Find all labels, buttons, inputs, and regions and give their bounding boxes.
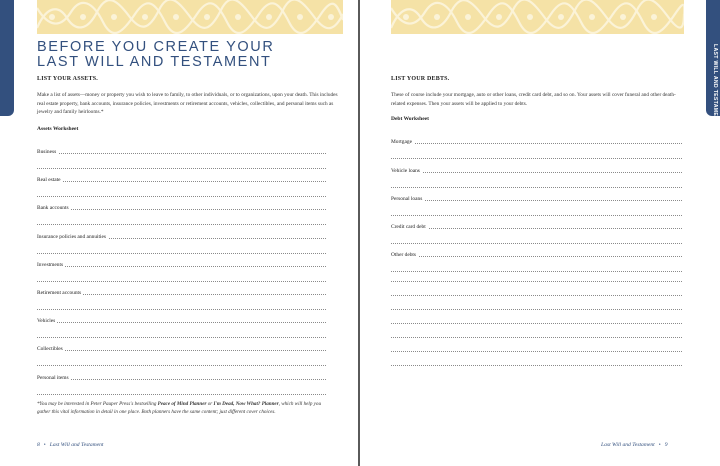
fill-line <box>37 181 326 182</box>
assets-heading: LIST YOUR ASSETS. <box>37 76 98 82</box>
debts-row-other-debts[interactable] <box>391 247 682 259</box>
fill-line <box>391 228 682 229</box>
fill-line <box>37 350 326 351</box>
debt-worksheet-title: Debt Worksheet <box>391 116 429 122</box>
debts-row-mortgage[interactable] <box>391 134 682 146</box>
right-folio <box>601 442 667 448</box>
debts-row-personal-loans[interactable] <box>391 191 682 203</box>
row-label: Insurance policies and annuities <box>37 234 107 240</box>
row-label: Credit card debt <box>391 224 426 230</box>
footnote-text: *You may be interested in Peter Pauper Press's bestselling <box>37 401 158 407</box>
damask-banner-right <box>391 0 684 34</box>
blank-line[interactable] <box>391 365 682 366</box>
title-line-2: LAST WILL AND TESTAMENT <box>37 54 272 70</box>
assets-row-investments[interactable] <box>37 257 326 269</box>
fill-line <box>37 394 326 395</box>
fill-line <box>37 224 326 225</box>
assets-row-bank-accounts[interactable] <box>37 200 326 212</box>
row-label: Business <box>37 149 57 155</box>
assets-worksheet-title: Assets Worksheet <box>37 126 79 132</box>
right-page <box>360 0 706 466</box>
footnote-text: , which will help you gather this vital information in detail in one place. Both planners have the same content; just different cover choices. <box>37 401 321 416</box>
footnote-text: or <box>206 401 214 407</box>
row-label: Vehicles <box>37 318 56 324</box>
damask-pattern <box>37 0 343 34</box>
fill-line <box>37 196 326 197</box>
fill-line <box>37 281 326 282</box>
fill-line <box>391 187 682 188</box>
left-page <box>14 0 358 466</box>
fill-line <box>37 209 326 210</box>
fill-line <box>37 322 326 323</box>
row-label: Mortgage <box>391 139 412 145</box>
fill-line <box>391 271 682 272</box>
debts-row-credit-card[interactable] <box>391 219 682 231</box>
title-line-1: BEFORE YOU CREATE YOUR <box>37 39 275 55</box>
fill-line <box>391 243 682 244</box>
fill-line <box>37 153 326 154</box>
fill-line <box>37 168 326 169</box>
fill-line <box>37 266 326 267</box>
blank-line[interactable] <box>391 281 682 282</box>
fill-line <box>391 200 682 201</box>
row-label: Personal items <box>37 375 69 381</box>
assets-paragraph: Make a list of assets—money or property you wish to leave to family, to other individuals, or to organizations, upon your death. This includes real estate property, bank accounts, insurance policies, investments or retirement accounts, vehicles, collectibles, and personal items such as jewelry and family heirlooms.* <box>37 92 338 116</box>
row-label: Retirement accounts <box>37 290 82 296</box>
assets-row-retirement[interactable] <box>37 285 326 297</box>
fill-line <box>37 337 326 338</box>
footnote <box>37 400 331 417</box>
running-title: Last Will and Testament <box>601 442 655 448</box>
row-label: Collectibles <box>37 346 63 352</box>
side-tab-label: LAST WILL AND TESTAMENT <box>712 44 718 124</box>
fill-line <box>37 309 326 310</box>
fill-line <box>391 256 682 257</box>
page-number: 9 <box>664 442 668 448</box>
damask-banner-left <box>37 0 343 34</box>
assets-row-insurance[interactable] <box>37 229 326 241</box>
page-number: 8 <box>37 442 40 448</box>
right-edge-tab <box>706 0 720 124</box>
fill-line <box>391 143 682 144</box>
debts-row-vehicle-loans[interactable] <box>391 163 682 175</box>
assets-row-personal-items[interactable] <box>37 370 326 382</box>
fill-line <box>37 365 326 366</box>
row-label: Personal loans <box>391 196 423 202</box>
left-edge-tab <box>0 0 14 116</box>
fill-line <box>391 158 682 159</box>
row-label: Vehicle loans <box>391 168 420 174</box>
row-label: Real estate <box>37 177 61 183</box>
fill-line <box>391 215 682 216</box>
row-label: Other debts <box>391 252 417 258</box>
fill-line <box>37 253 326 254</box>
assets-row-real-estate[interactable] <box>37 172 326 184</box>
running-title: Last Will and Testament <box>49 442 104 448</box>
assets-row-vehicles[interactable] <box>37 313 326 325</box>
row-label: Bank accounts <box>37 205 69 211</box>
blank-line[interactable] <box>391 337 682 338</box>
fill-line <box>391 172 682 173</box>
blank-line[interactable] <box>391 295 682 296</box>
footnote-book-title: I'm Dead, Now What? Planner <box>213 401 279 407</box>
debts-paragraph: These of course include your mortgage, auto or other loans, credit card debt, and so on. Your assets will cover funeral and other death-related expenses. Then your assets will be applied to your debts. <box>391 92 676 107</box>
debts-heading: LIST YOUR DEBTS. <box>391 76 450 82</box>
fill-line <box>37 379 326 380</box>
page-title <box>37 40 274 70</box>
left-folio <box>37 442 103 448</box>
footnote-book-title: Peace of Mind Planner <box>157 401 207 407</box>
bullet-separator: • <box>43 442 46 448</box>
assets-row-collectibles[interactable] <box>37 341 326 353</box>
assets-row-business[interactable] <box>37 144 326 156</box>
row-label: Investments <box>37 262 64 268</box>
blank-line[interactable] <box>391 351 682 352</box>
bullet-separator: • <box>658 442 661 448</box>
blank-line[interactable] <box>391 323 682 324</box>
blank-line[interactable] <box>391 309 682 310</box>
damask-pattern <box>391 0 684 34</box>
